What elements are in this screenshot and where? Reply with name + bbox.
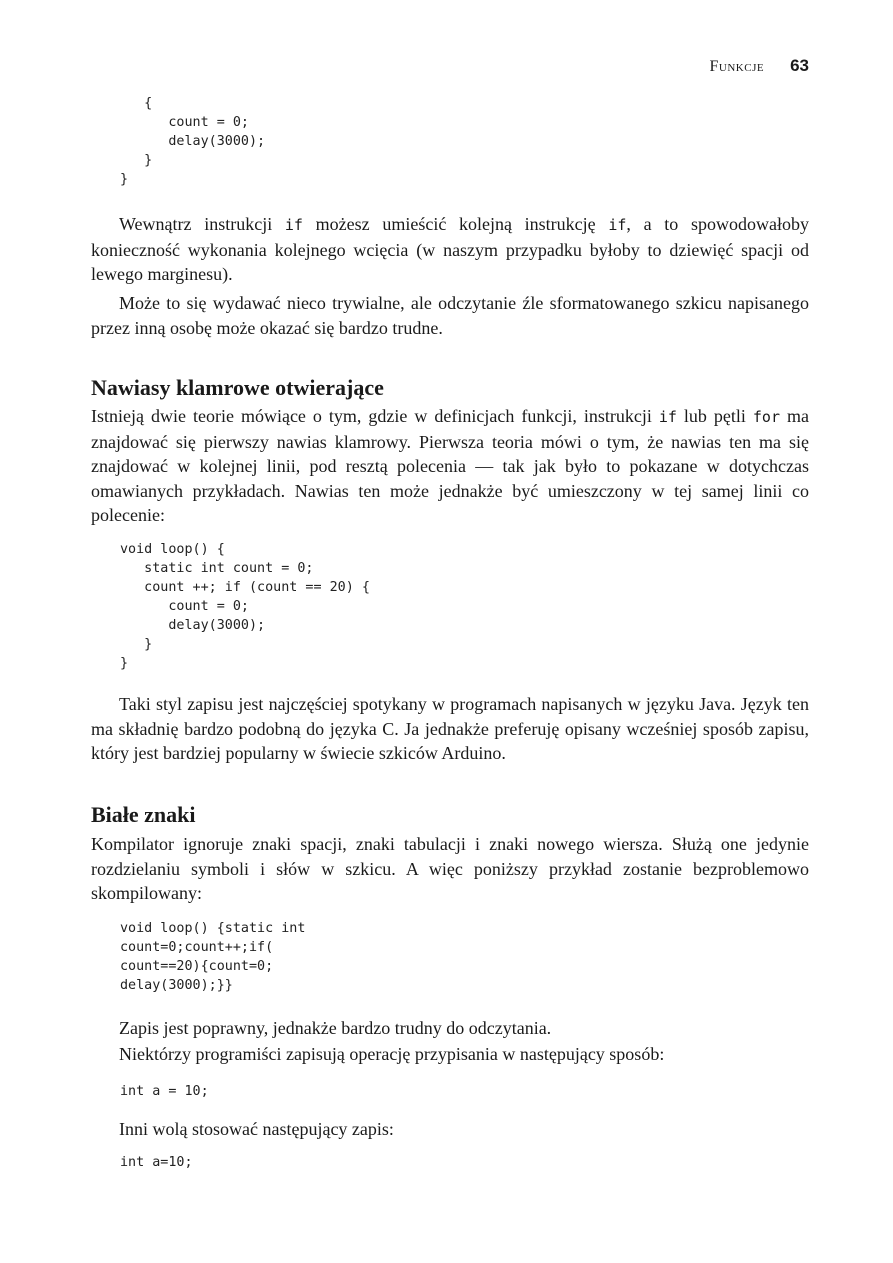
code-line: static int count = 0; — [120, 561, 314, 576]
code-snippet — [120, 1153, 193, 1172]
code-block-braces — [120, 540, 370, 673]
code-block-whitespace — [120, 919, 305, 995]
code-line: int a = 10; — [120, 1084, 209, 1099]
section-heading: Białe znaki — [91, 802, 196, 827]
code-snippet — [120, 1082, 209, 1101]
code-line: void loop() { — [120, 542, 225, 557]
page-number: 63 — [790, 56, 809, 75]
code-line: } — [120, 153, 153, 168]
code-line: } — [120, 656, 129, 671]
paragraph — [91, 404, 809, 528]
paragraph: Może to się wydawać nieco trywialne, ale odczytanie źle sformatowanego szkicu napisanego przez inną osobę może okazać się bardzo trudne. — [91, 293, 809, 338]
code-line: } — [120, 172, 129, 187]
paragraph — [91, 212, 809, 287]
paragraph: Zapis jest poprawny, jednakże bardzo trudny do odczytania. — [119, 1018, 552, 1038]
paragraph: Taki styl zapisu jest najczęściej spotykany w programach napisanych w języku Java. Język ten ma składnię bardzo podobną do języka C. Ja jednakże preferuję opisany wcześniej sposób zapisu, który jest bardziej popularny w świecie szkiców Arduino. — [91, 694, 809, 763]
code-block-top — [120, 94, 265, 189]
inline-code: if — [284, 216, 303, 234]
code-line: void loop() {static int — [120, 921, 306, 936]
code-line: delay(3000);}} — [120, 978, 233, 993]
code-line: delay(3000); — [120, 618, 266, 633]
code-line: count=0;count++;if( — [120, 940, 274, 955]
text: Istnieją dwie teorie mówiące o tym, gdzie w definicjach funkcji, instrukcji — [91, 406, 659, 426]
section-heading: Nawiasy klamrowe otwierające — [91, 375, 384, 400]
code-line: count==20){count=0; — [120, 959, 274, 974]
inline-code: if — [608, 216, 627, 234]
text: Wewnątrz instrukcji — [119, 214, 285, 234]
code-line: delay(3000); — [120, 134, 266, 149]
running-header — [710, 56, 810, 76]
inline-code: for — [752, 408, 780, 426]
chapter-title: Funkcje — [709, 58, 765, 75]
code-line: { — [120, 96, 153, 111]
paragraph: Inni wolą stosować następujący zapis: — [119, 1119, 394, 1139]
text: ma znajdować się pierwszy nawias klamrowy. Pierwsza teoria mówi o tym, że nawias ten ma się znajdować w kolejnej linii, pod resztą polecenia — tak jak było to pokazane w dotychczas omawianych przykładach. Nawias ten może jednakże być umieszczony w tej samej linii co polecenie: — [91, 406, 809, 525]
paragraph: Niektórzy programiści zapisują operację przypisania w następujący sposób: — [119, 1044, 665, 1064]
code-line: } — [120, 637, 153, 652]
paragraph: Kompilator ignoruje znaki spacji, znaki tabulacji i znaki nowego wiersza. Służą one jedynie rozdzielaniu symboli i słów w szkicu. A więc poniższy przykład zostanie bezproblemowo skompilowany: — [91, 834, 809, 903]
code-line: count = 0; — [120, 599, 249, 614]
text: możesz umieścić kolejną instrukcję — [302, 214, 609, 234]
text: lub pętli — [676, 406, 753, 426]
inline-code: if — [658, 408, 677, 426]
text: , a to spowodowałoby konieczność wykonania kolejnego wcięcia (w naszym przypadku byłoby to dziewięć spacji od lewego marginesu). — [91, 214, 809, 284]
code-line: count ++; if (count == 20) { — [120, 580, 370, 595]
code-line: int a=10; — [120, 1155, 193, 1170]
code-line: count = 0; — [120, 115, 249, 130]
